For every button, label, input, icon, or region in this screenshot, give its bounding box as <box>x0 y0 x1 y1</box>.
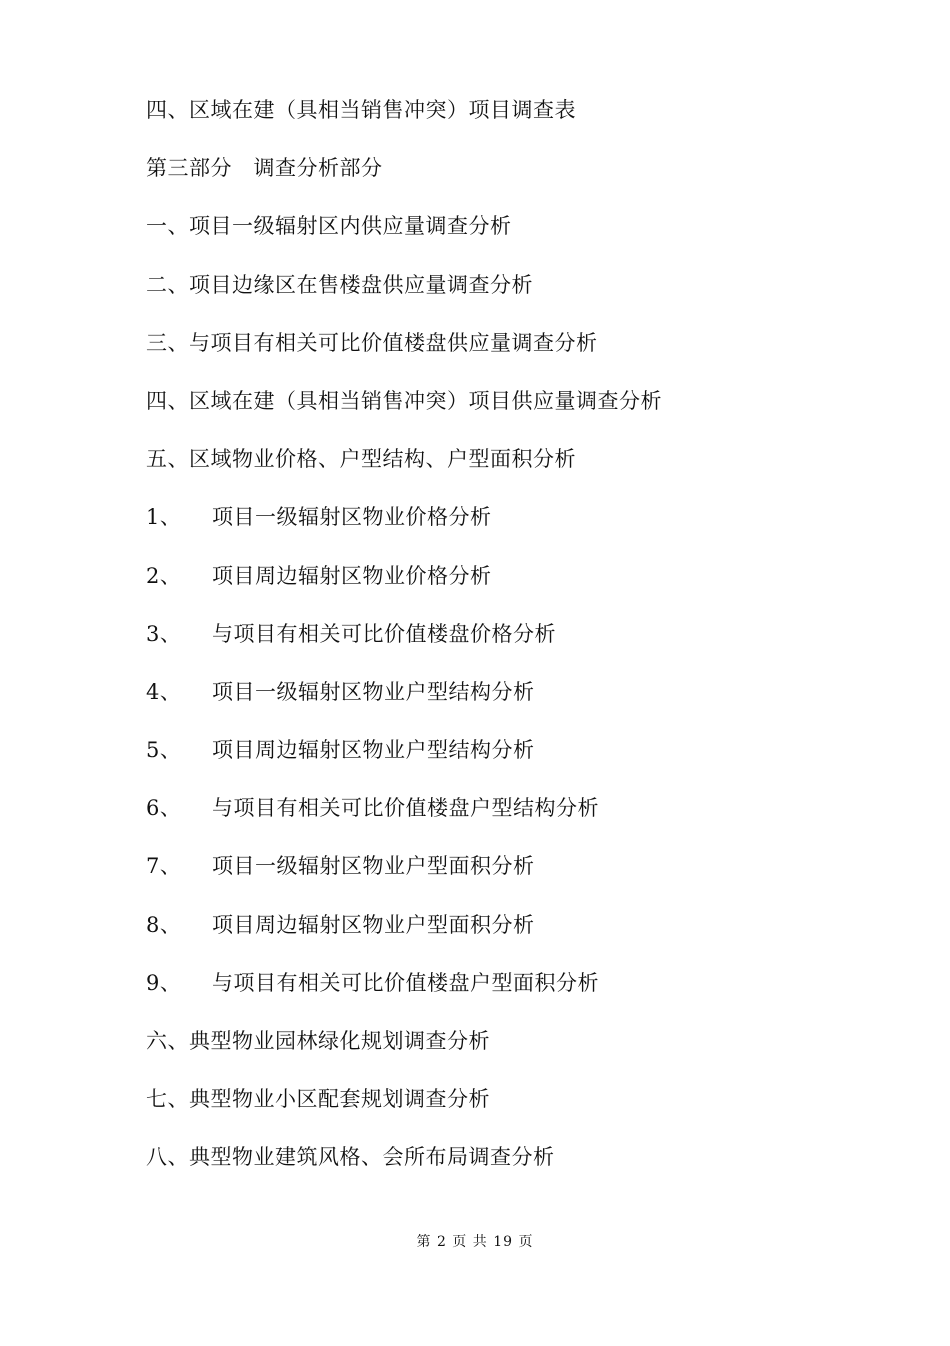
toc-line: 四、区域在建（具相当销售冲突）项目调查表 <box>146 98 576 122</box>
item-text: 与项目有相关可比价值楼盘价格分析 <box>212 621 556 646</box>
numbered-item <box>146 732 866 790</box>
item-text: 项目周边辐射区物业户型面积分析 <box>212 912 535 937</box>
item-text: 项目周边辐射区物业价格分析 <box>212 563 492 588</box>
item-number: 5、 <box>146 738 182 763</box>
item-number: 8、 <box>146 912 182 937</box>
item-text: 与项目有相关可比价值楼盘户型面积分析 <box>212 970 599 995</box>
item-text: 项目一级辐射区物业户型面积分析 <box>212 854 535 879</box>
numbered-item <box>146 790 866 848</box>
toc-line: 一、项目一级辐射区内供应量调查分析 <box>146 214 512 239</box>
item-text: 项目一级辐射区物业户型结构分析 <box>212 679 535 704</box>
item-number: 6、 <box>146 796 182 821</box>
item-text: 与项目有相关可比价值楼盘户型结构分析 <box>212 796 599 821</box>
numbered-item <box>146 848 866 906</box>
part-heading: 第三部分 调查分析部分 <box>146 156 383 181</box>
toc-line: 七、典型物业小区配套规划调查分析 <box>146 1087 490 1112</box>
numbered-item <box>146 499 866 557</box>
item-number: 9、 <box>146 970 182 995</box>
item-number: 4、 <box>146 679 182 704</box>
numbered-item <box>146 616 866 674</box>
numbered-item <box>146 674 866 732</box>
toc-line: 三、与项目有相关可比价值楼盘供应量调查分析 <box>146 330 598 355</box>
table-of-contents <box>146 92 866 1198</box>
item-number: 7、 <box>146 854 182 879</box>
toc-line: 四、区域在建（具相当销售冲突）项目供应量调查分析 <box>146 388 662 413</box>
item-number: 1、 <box>146 505 182 530</box>
numbered-item <box>146 965 866 1023</box>
toc-line: 五、区域物业价格、户型结构、户型面积分析 <box>146 447 576 472</box>
toc-line: 八、典型物业建筑风格、会所布局调查分析 <box>146 1145 555 1170</box>
numbered-item <box>146 558 866 616</box>
toc-line: 二、项目边缘区在售楼盘供应量调查分析 <box>146 272 533 297</box>
numbered-item <box>146 907 866 965</box>
item-text: 项目周边辐射区物业户型结构分析 <box>212 738 535 763</box>
item-number: 2、 <box>146 563 182 588</box>
toc-line: 六、典型物业园林绿化规划调查分析 <box>146 1029 490 1053</box>
item-text: 项目一级辐射区物业价格分析 <box>212 505 492 530</box>
page-footer: 第 2 页 共 19 页 <box>416 1234 534 1250</box>
item-number: 3、 <box>146 621 182 646</box>
